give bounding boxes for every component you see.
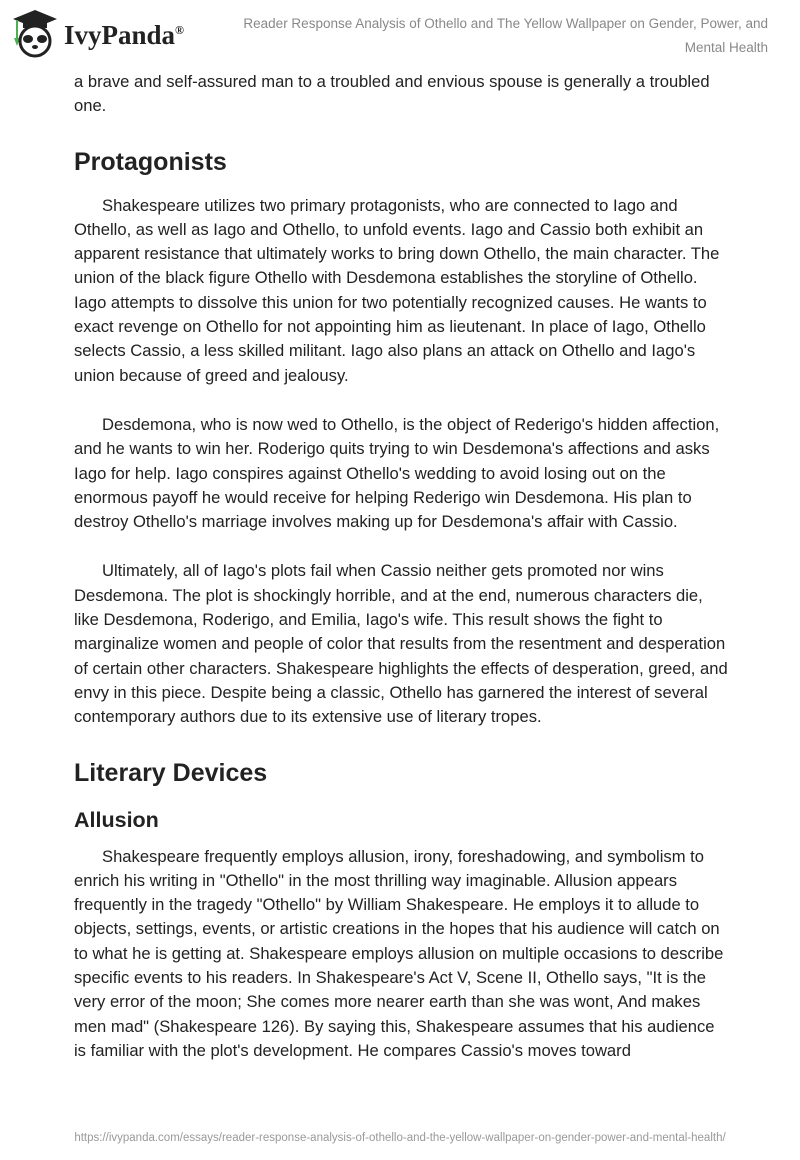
panda-graduate-icon: [12, 8, 58, 58]
registered-mark: ®: [175, 22, 185, 37]
subsection-heading: Allusion: [74, 807, 159, 832]
paragraph: Shakespeare frequently employs allusion, irony, foreshadowing, and symbolism to enrich his writing in "Othello" in the most thrilling way imaginable. Allusion appears frequently in the tragedy "Othello" by William Shakespeare. He employs it to allude to objects, settings, events, or artistic creations in the hopes that his audience will catch on to what he is getting at. Shakespeare employs allusion on multiple occasions to describe specific events to his readers. In Shakespeare's Act V, Scene II, Othello says, "It is the very error of the moon; She comes more nearer earth than she was wont, And makes men mad" (Shakespeare 126). By saying this, Shakespeare assumes that his audience is familiar with the plot's development. He compares Cassio's moves toward: [74, 846, 724, 1060]
section-heading: Protagonists: [74, 147, 227, 176]
paragraph: Shakespeare utilizes two primary protagonists, who are connected to Iago and Othello, as well as Iago and Othello, to unfold events. Iago and Cassio both exhibit an apparent resistance that ultimately works to bring down Othello, the main character. The union of the black figure Othello with Desdemona establishes the storyline of Othello. Iago attempts to dissolve this union for two potentially recognized causes. He wants to exact revenge on Othello for not appointing him as lieutenant. In place of Iago, Othello selects Cassio, a less skilled militant. Iago also plans an attack on Othello and Iago's union because of greed and jealousy.: [74, 195, 720, 385]
ivypanda-logo[interactable]: [12, 8, 184, 58]
section-heading: Literary Devices: [74, 758, 268, 787]
logo-text: IvyPanda: [64, 19, 176, 50]
intro-paragraph: a brave and self-assured man to a troubled and envious spouse is generally a troubled one.: [74, 72, 710, 116]
page-header: [0, 0, 800, 60]
essay-content: [74, 70, 730, 1088]
paragraph: Desdemona, who is now wed to Othello, is the object of Rederigo's hidden affection, and he wants to win her. Roderigo quits trying to win Desdemona's affections and asks Iago for help. Iago conspires against Othello's wedding to avoid losing out on the enormous payoff he would receive for helping Rederigo win Desdemona. His plan to destroy Othello's marriage involves making up for Desdemona's affair with Cassio.: [74, 414, 720, 532]
document-title: Reader Response Analysis of Othello and The Yellow Wallpaper on Gender, Power, and Mental Health: [243, 16, 768, 55]
paragraph: Ultimately, all of Iago's plots fail when Cassio neither gets promoted nor wins Desdemona. The plot is shockingly horrible, and at the end, numerous characters die, like Desdemona, Roderigo, and Emilia, Iago's wife. This result shows the fight to marginalize women and people of color that results from the resentment and desperation of certain other characters. Shakespeare highlights the effects of desperation, greed, and envy in this piece. Despite being a classic, Othello has garnered the interest of several contemporary authors due to its extensive use of literary tropes.: [74, 561, 728, 727]
footer-url[interactable]: https://ivypanda.com/essays/reader-response-analysis-of-othello-and-the-yellow-wallpaper-on-gender-power-and-mental-health/: [74, 1132, 726, 1144]
